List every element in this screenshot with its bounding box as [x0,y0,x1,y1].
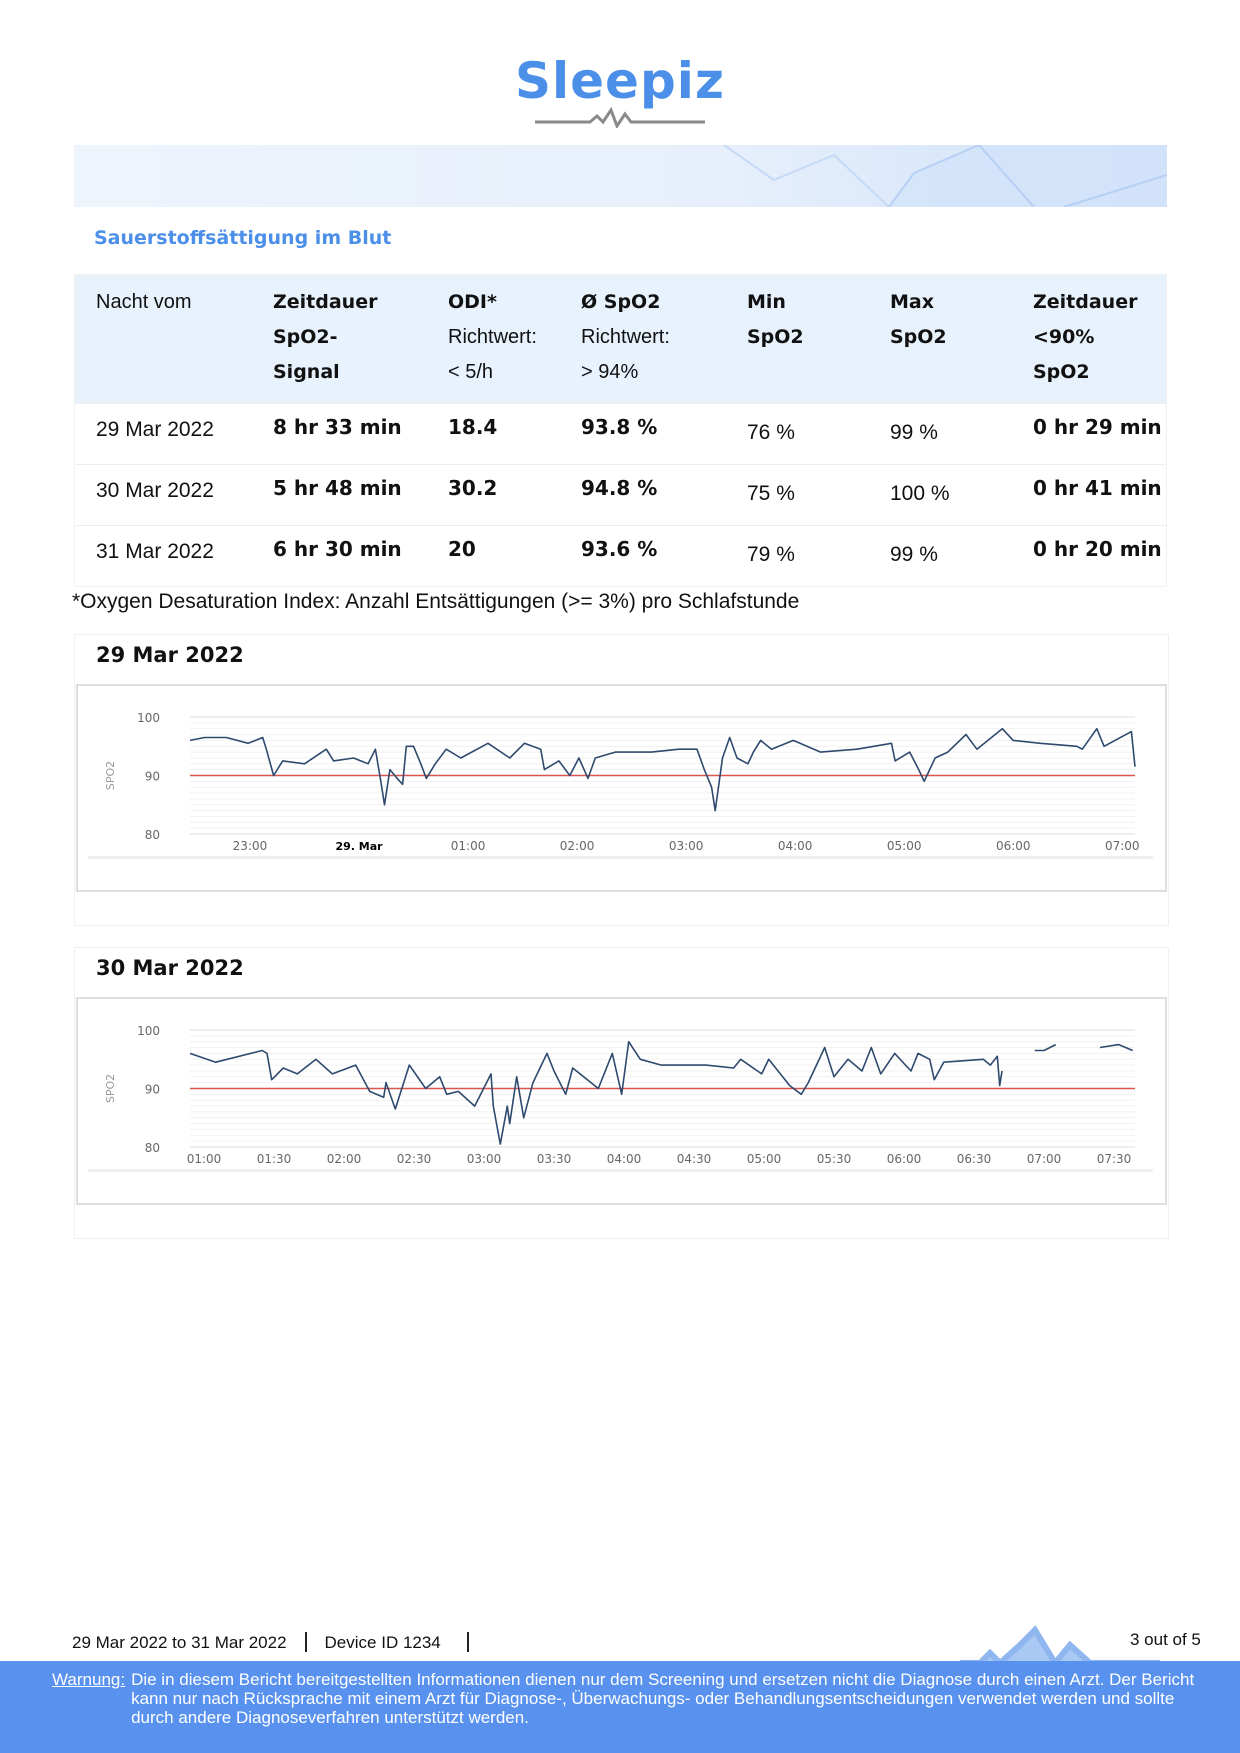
column-header-line: Max [890,291,934,313]
x-tick-label: 01:00 [186,1152,222,1166]
x-tick-label: 07:00 [1026,1152,1062,1166]
x-tick-label: 23:00 [232,839,268,853]
divider [305,1632,307,1652]
section-title: Sauerstoffsättigung im Blut [94,227,392,249]
column-header [273,275,448,404]
column-header-line: Zeitdauer [1033,291,1138,313]
column-header [747,275,890,404]
x-tick-label: 02:00 [326,1152,362,1166]
column-header [581,275,747,404]
column-header-line: ODI* [448,291,497,313]
x-tick-label: 05:00 [886,839,922,853]
table-cell: 29 Mar 2022 [96,418,214,441]
chart-card-30-mar [74,947,1169,1239]
spo2-summary-table [74,274,1167,587]
column-header [75,275,274,404]
x-tick-label: 07:30 [1096,1152,1132,1166]
column-header-line: Min [747,291,786,313]
x-tick-label: 01:00 [450,839,486,853]
heartbeat-logo-icon [535,106,705,128]
y-tick-label: 90 [144,769,160,784]
table-cell: 30.2 [448,476,498,500]
banner-wave-decoration [74,145,1167,207]
table-cell: 30 Mar 2022 [96,479,214,502]
table-cell: 0 hr 41 min [1033,476,1162,500]
column-header [890,275,1033,404]
table-cell: 18.4 [448,415,498,439]
column-header-line: SpO2- [273,326,338,348]
x-tick-label: 02:00 [559,839,595,853]
table-cell: 31 Mar 2022 [96,540,214,563]
x-tick-label: 05:30 [816,1152,852,1166]
column-header-line: Nacht vom [96,291,192,313]
y-tick-label: 100 [137,711,160,725]
x-tick-label: 03:00 [668,839,704,853]
chart-card-29-mar [74,634,1169,926]
y-axis-label: SPO2 [104,1073,117,1104]
table-cell: 93.6 % [581,537,658,561]
spo2-line-chart [78,999,1165,1203]
table-cell: 99 % [890,543,938,566]
plot-shadow [88,856,1153,859]
table-row [75,404,1167,465]
table-row [75,526,1167,587]
table-header-row [75,275,1167,404]
table-cell: 5 hr 48 min [273,476,402,500]
spo2-series-line [190,1042,1002,1144]
table-cell: 0 hr 29 min [1033,415,1162,439]
y-tick-label: 80 [144,1141,160,1155]
footer-info [72,1632,487,1653]
x-tick-label: 02:30 [396,1152,432,1166]
x-tick-label: 03:30 [536,1152,572,1166]
column-header-line: SpO2 [747,326,804,348]
table-cell: 20 [448,537,476,561]
column-header-line: > 94% [581,361,639,383]
x-tick-label: 01:30 [256,1152,292,1166]
x-tick-label: 03:00 [466,1152,502,1166]
y-tick-label: 100 [137,1024,160,1038]
footer-date-range: 29 Mar 2022 to 31 Mar 2022 [72,1633,287,1652]
column-header-line: Richtwert: [581,326,670,348]
odi-footnote: *Oxygen Desaturation Index: Anzahl Entsättigungen (>= 3%) pro Schlafstunde [72,590,800,613]
divider [467,1632,469,1652]
x-tick-label: 04:00 [606,1152,642,1166]
column-header [448,275,581,404]
column-header [1033,275,1167,404]
table-cell: 8 hr 33 min [273,415,402,439]
table-cell: 6 hr 30 min [273,537,402,561]
table-cell: 79 % [747,543,795,566]
chart-frame [76,684,1167,892]
x-tick-label: 29. Mar [335,840,383,853]
chart-title: 30 Mar 2022 [96,956,244,980]
table-cell: 75 % [747,482,795,505]
x-tick-label: 06:30 [956,1152,992,1166]
column-header-line: SpO2 [890,326,947,348]
footer-device-id: Device ID 1234 [324,1633,441,1652]
chart-frame [76,997,1167,1205]
column-header-line: Zeitdauer [273,291,378,313]
x-tick-label: 06:00 [886,1152,922,1166]
table-row [75,465,1167,526]
table-cell: 0 hr 20 min [1033,537,1162,561]
table-cell: 76 % [747,421,795,444]
column-header-line: <90% [1033,326,1095,348]
warning-notice [52,1670,1202,1727]
column-header-line: Ø SpO2 [581,291,661,313]
x-tick-label: 04:00 [777,839,813,853]
column-header-line: Signal [273,361,340,383]
y-tick-label: 80 [144,828,160,842]
column-header-line: Richtwert: [448,326,537,348]
x-tick-label: 05:00 [746,1152,782,1166]
spo2-line-chart [78,686,1165,890]
page-number: 3 out of 5 [1130,1630,1201,1649]
column-header-line: SpO2 [1033,361,1090,383]
column-header-line: < 5/h [448,361,494,383]
y-tick-label: 90 [144,1082,160,1097]
x-tick-label: 06:00 [995,839,1031,853]
plot-shadow [88,1169,1153,1172]
chart-title: 29 Mar 2022 [96,643,244,667]
warning-text: Die in diesem Bericht bereitgestellten Informationen dienen nur dem Screening und ersetzen nicht die Diagnose durch einen Arzt. Der Bericht kann nur nach Rücksprache mit einem Arzt für Diagnose-, Überwachungs- oder Behandlungsentscheidungen verwendet werden und sollte durch andere Diagnoseverfahren unterstützt werden. [131,1670,1195,1727]
header-banner [74,145,1167,207]
table-cell: 94.8 % [581,476,658,500]
table-cell: 100 % [890,482,950,505]
sleepiz-logo: Sleepiz [514,52,725,110]
warning-label: Warnung: [52,1670,126,1689]
y-axis-label: SPO2 [104,760,117,791]
table-cell: 93.8 % [581,415,658,439]
x-tick-label: 07:00 [1104,839,1140,853]
x-tick-label: 04:30 [676,1152,712,1166]
table-cell: 99 % [890,421,938,444]
